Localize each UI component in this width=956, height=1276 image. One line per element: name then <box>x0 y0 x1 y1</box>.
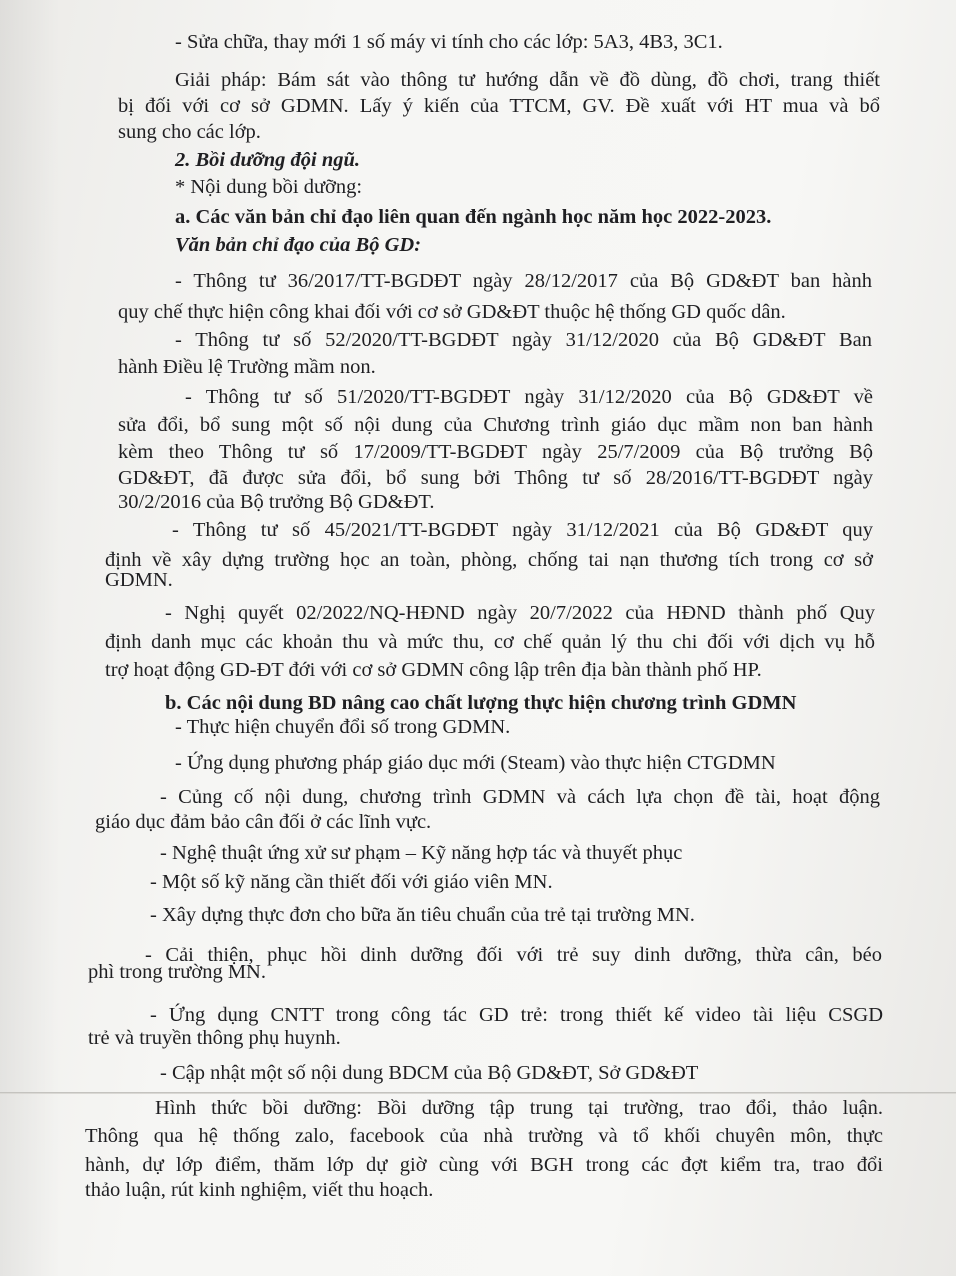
text-line: - Thông tư số 51/2020/TT-BGDĐT ngày 31/12/2020 của Bộ GD&ĐT về <box>185 386 873 408</box>
text-line: GDMN. <box>105 569 173 591</box>
text-line: - Xây dựng thực đơn cho bữa ăn tiêu chuẩn của trẻ tại trường MN. <box>150 904 695 926</box>
text-line: - Sửa chữa, thay mới 1 số máy vi tính cho các lớp: 5A3, 4B3, 3C1. <box>175 31 723 53</box>
text-line: Hình thức bồi dưỡng: Bồi dưỡng tập trung tại trường, trao đổi, thảo luận. <box>155 1097 883 1119</box>
text-line: trẻ và truyền thông phụ huynh. <box>88 1027 341 1049</box>
page-shadow <box>0 0 60 1276</box>
text-line: - Nghệ thuật ứng xử sư phạm – Kỹ năng hợp tác và thuyết phục <box>160 842 683 864</box>
text-line: hành, dự lớp điểm, thăm lớp dự giờ cùng với BGH trong các đợt kiểm tra, trao đổi <box>85 1154 883 1176</box>
text-line: giáo dục đảm bảo cân đối ở các lĩnh vực. <box>95 811 432 833</box>
text-line: GD&ĐT, đã được sửa đổi, bổ sung bởi Thông tư số 28/2016/TT-BGDĐT ngày <box>118 467 873 489</box>
text-line: thảo luận, rút kinh nghiệm, viết thu hoạch. <box>85 1179 434 1201</box>
text-line: trợ hoạt động GD-ĐT đới với cơ sở GDMN công lập trên địa bàn thành phố HP. <box>105 659 762 681</box>
subsection-heading: Văn bản chỉ đạo của Bộ GD: <box>175 234 422 256</box>
paper-fold <box>0 1092 956 1094</box>
text-line: - Một số kỹ năng cần thiết đối với giáo viên MN. <box>150 871 553 893</box>
text-line: Giải pháp: Bám sát vào thông tư hướng dẫn về đồ dùng, đồ chơi, trang thiết <box>175 69 880 91</box>
text-line: - Thông tư 36/2017/TT-BGDĐT ngày 28/12/2017 của Bộ GD&ĐT ban hành <box>175 270 872 292</box>
text-line: định về xây dựng trường học an toàn, phòng, chống tai nạn thương tích trong cơ sở <box>105 549 873 571</box>
text-line: - Cập nhật một số nội dung BDCM của Bộ GD&ĐT, Sở GD&ĐT <box>160 1062 699 1084</box>
text-line: - Cải thiện, phục hồi dinh dưỡng đối với trẻ suy dinh dưỡng, thừa cân, béo <box>145 944 882 966</box>
text-line: Thông qua hệ thống zalo, facebook của nhà trường và tổ khối chuyên môn, thực <box>85 1125 883 1147</box>
text-line: phì trong trường MN. <box>88 961 266 983</box>
text-line: sung cho các lớp. <box>118 121 261 143</box>
text-line: - Thực hiện chuyển đổi số trong GDMN. <box>175 716 511 738</box>
text-line: định danh mục các khoản thu và mức thu, cơ chế quản lý thu chi đối với dịch vụ hỗ <box>105 631 875 653</box>
text-line: - Nghị quyết 02/2022/NQ-HĐND ngày 20/7/2022 của HĐND thành phố Quy <box>165 602 875 624</box>
text-line: 30/2/2016 của Bộ trưởng Bộ GD&ĐT. <box>118 491 435 513</box>
text-line: quy chế thực hiện công khai đối với cơ sở GD&ĐT thuộc hệ thống GD quốc dân. <box>118 301 786 323</box>
text-line: - Thông tư số 45/2021/TT-BGDĐT ngày 31/12/2021 của Bộ GD&ĐT quy <box>172 519 873 541</box>
text-line: - Thông tư số 52/2020/TT-BGDĐT ngày 31/12/2020 của Bộ GD&ĐT Ban <box>175 329 872 351</box>
subsection-heading: b. Các nội dung BD nâng cao chất lượng thực hiện chương trình GDMN <box>165 692 797 714</box>
text-line: - Ứng dụng CNTT trong công tác GD trẻ: trong thiết kế video tài liệu CSGD <box>150 1004 883 1026</box>
text-line: bị đối với cơ sở GDMN. Lấy ý kiến của TTCM, GV. Đề xuất với HT mua và bổ <box>118 95 880 117</box>
text-line: - Ứng dụng phương pháp giáo dục mới (Steam) vào thực hiện CTGDMN <box>175 752 776 774</box>
text-line: hành Điều lệ Trường mầm non. <box>118 356 376 378</box>
subsection-heading: a. Các văn bản chỉ đạo liên quan đến ngành học năm học 2022-2023. <box>175 206 772 228</box>
text-line: sửa đổi, bổ sung một số nội dung của Chương trình giáo dục mầm non ban hành <box>118 414 873 436</box>
text-line: * Nội dung bồi dưỡng: <box>175 176 363 198</box>
text-line: - Củng cố nội dung, chương trình GDMN và cách lựa chọn đề tài, hoạt động <box>160 786 880 808</box>
section-heading: 2. Bồi dưỡng đội ngũ. <box>175 149 361 171</box>
text-line: kèm theo Thông tư số 17/2009/TT-BGDĐT ngày 25/7/2009 của Bộ trưởng Bộ <box>118 441 873 463</box>
